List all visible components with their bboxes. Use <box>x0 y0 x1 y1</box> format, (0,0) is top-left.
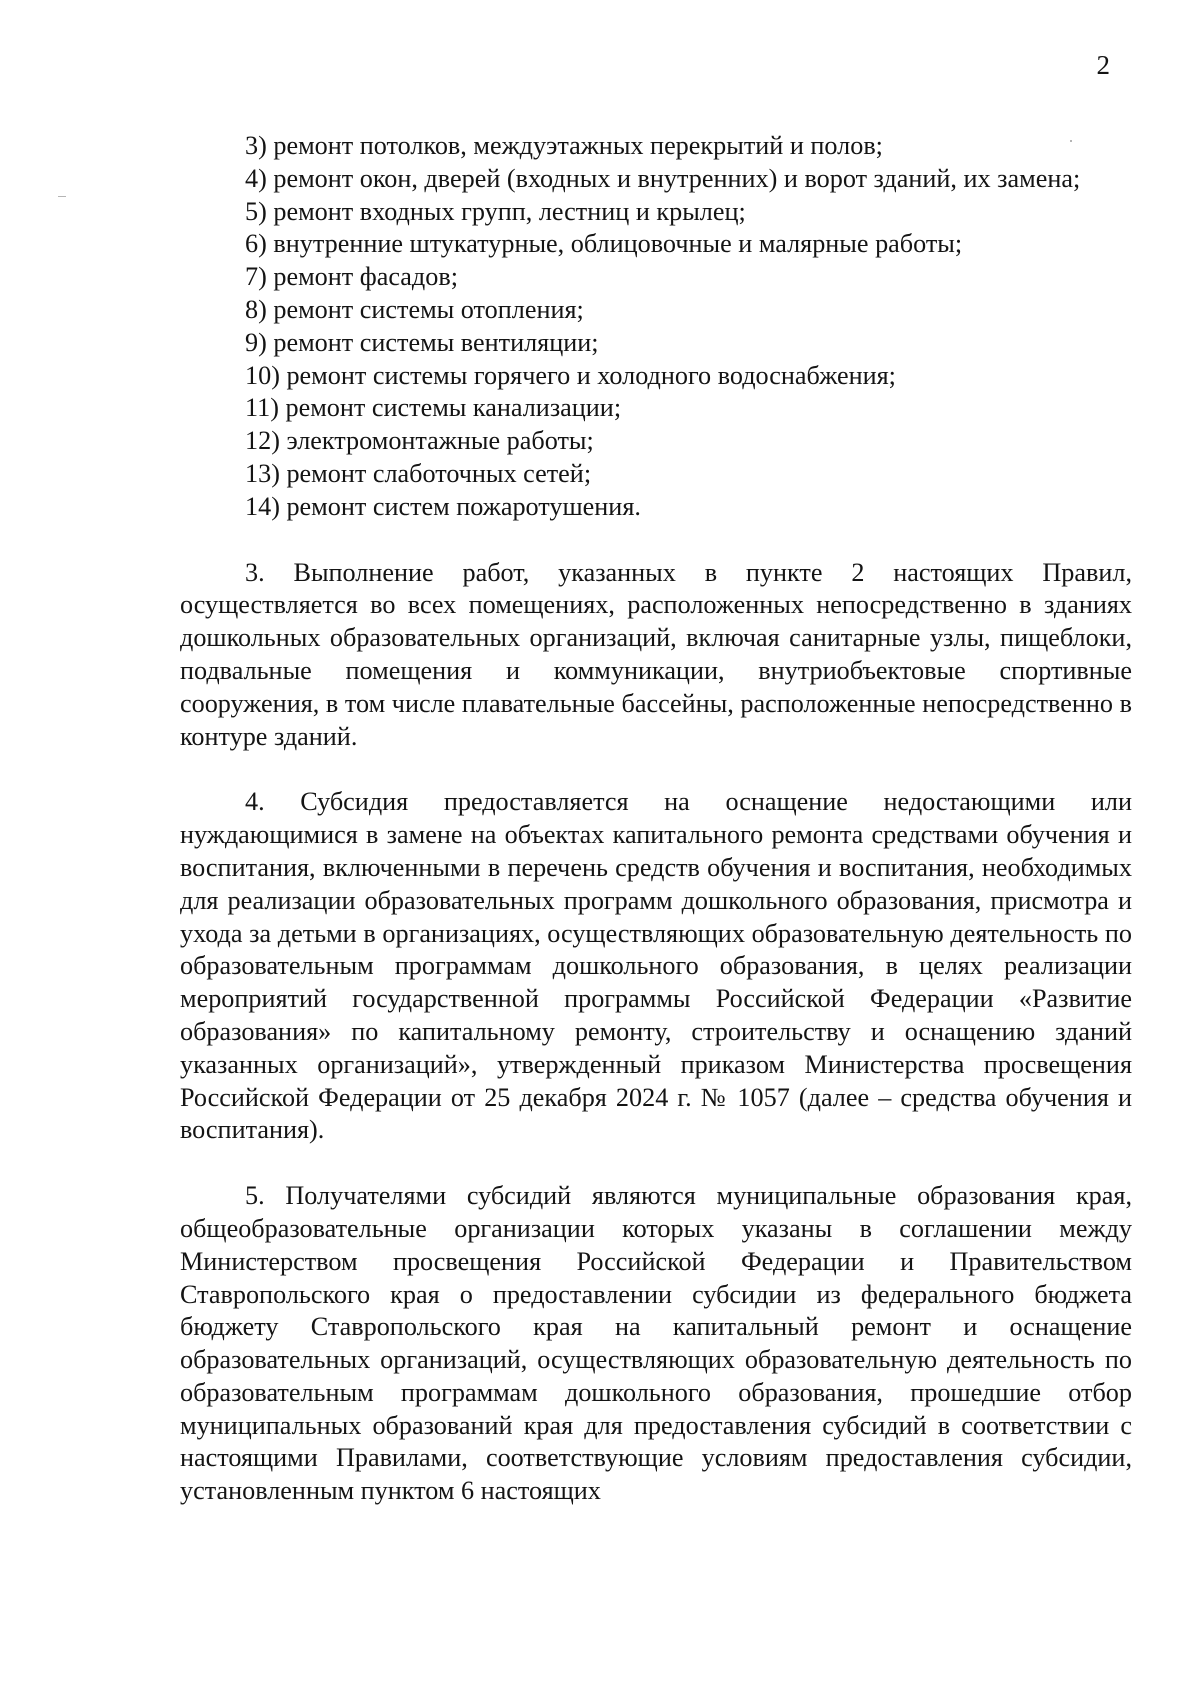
page-number: 2 <box>1096 50 1110 80</box>
list-item: 14) ремонт систем пожаротушения. <box>245 491 641 521</box>
paragraph-5: 5. Получателями субсидий являются муниципальные образования края, общеобразовательные организации которых указаны в соглашении между Министерством просвещения Российской Федерации и Правительством Ставропольского края о предоставлении субсидии из федерального бюджета бюджету Ставропольского края на капитальный ремонт и оснащение образовательных организаций, осуществляющих образовательную деятельность по образовательным программам дошкольного образования, прошедшие отбор муниципальных образований края для предоставления субсидий в соответствии с настоящими Правилами, соответствующие условиям предоставления субсидии, установленным пунктом 6 настоящих <box>180 1181 1132 1506</box>
document-body <box>180 130 1132 1508</box>
list-item: 11) ремонт системы канализации; <box>245 393 622 423</box>
works-list <box>180 130 1132 524</box>
list-item: 6) внутренние штукатурные, облицовочные и малярные работы; <box>245 229 963 259</box>
list-item: 10) ремонт системы горячего и холодного водоснабжения; <box>245 360 896 390</box>
list-item: 13) ремонт слаботочных сетей; <box>245 458 592 488</box>
list-item: 8) ремонт системы отопления; <box>245 294 584 324</box>
list-item: 5) ремонт входных групп, лестниц и крылец; <box>245 196 746 226</box>
paragraph-4: 4. Субсидия предоставляется на оснащение недостающими или нуждающимися в замене на объектах капитального ремонта средствами обучения и воспитания, включенными в перечень средств обучения и воспитания, необходимых для реализации образовательных программ дошкольного образования, присмотра и ухода за детьми в организациях, осуществляющих образовательную деятельность по образовательным программам дошкольного образования, в целях реализации мероприятий государственной программы Российской Федерации «Развитие образования» по капитальному ремонту, строительству и оснащению зданий указанных организаций», утвержденный приказом Министерства просвещения Российской Федерации от 25 декабря 2024 г. № 1057 (далее – средства обучения и воспитания). <box>180 787 1132 1145</box>
list-item: 3) ремонт потолков, междуэтажных перекрытий и полов; <box>245 131 883 160</box>
list-item: 7) ремонт фасадов; <box>245 262 458 292</box>
list-item: 4) ремонт окон, дверей (входных и внутренних) и ворот зданий, их замена; <box>245 163 1081 193</box>
list-item: 12) электромонтажные работы; <box>245 426 594 456</box>
paragraph-3: 3. Выполнение работ, указанных в пункте 2 настоящих Правил, осуществляется во всех помещениях, расположенных непосредственно в зданиях дошкольных образовательных организаций, включая санитарные узлы, пищеблоки, подвальные помещения и коммуникации, внутриобъектовые спортивные сооружения, в том числе плавательные бассейны, расположенные непосредственно в контуре зданий. <box>180 557 1132 751</box>
list-item: 9) ремонт системы вентиляции; <box>245 327 599 357</box>
scan-speck <box>58 196 66 197</box>
